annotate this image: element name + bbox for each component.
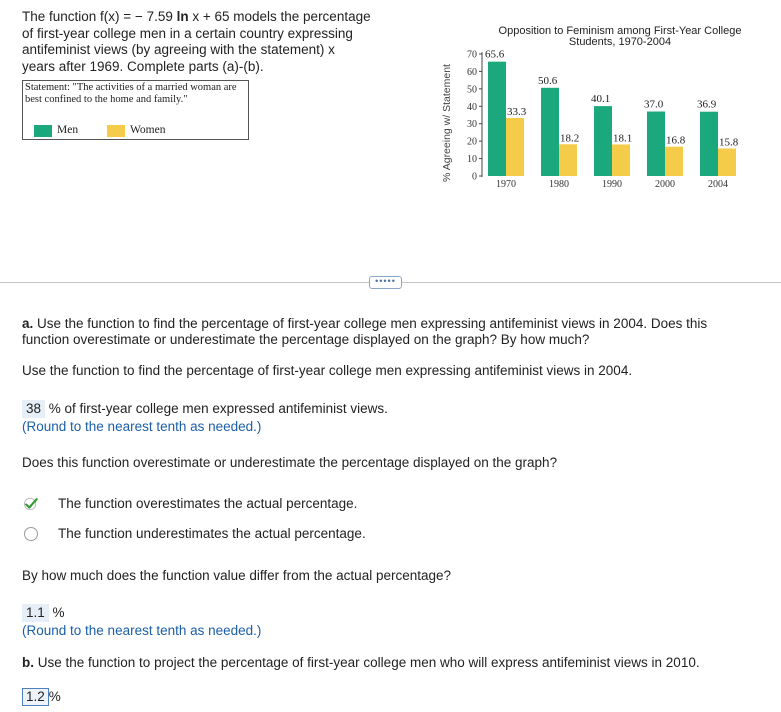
statement-text: Statement: "The activities of a married woman are best confined to the home and family." [25, 82, 237, 105]
x-tick-label-2004: 2004 [708, 179, 728, 190]
legend-item-men: Men [34, 125, 78, 137]
y-tick-label: 30 [467, 119, 477, 131]
answer-line-1: 38 % of first-year college men expressed antifeminist views. [22, 400, 388, 418]
part-a-subquestion-3: By how much does the function value differ from the actual percentage? [22, 568, 452, 583]
bar-men-2000 [647, 112, 665, 176]
option-underestimate[interactable]: The function underestimates the actual percentage. [24, 525, 38, 543]
data-label-men-2004: 36.9 [697, 98, 717, 111]
answer-field-percentage-2004[interactable]: 38 [22, 400, 45, 418]
part-a-subquestion-2: Does this function overestimate or underestimate the percentage displayed on the graph? [22, 455, 558, 470]
data-label-women-2004: 15.8 [719, 136, 739, 149]
chart-title-line1: Opposition to Feminism among First-Year College [498, 25, 742, 37]
answer-field-difference[interactable]: 1.1 [22, 604, 49, 622]
statement-box [22, 80, 249, 140]
y-tick-label: 0 [472, 171, 477, 183]
bar-women-1980 [559, 144, 577, 176]
data-label-women-1990: 18.1 [613, 132, 633, 145]
data-label-men-1970: 65.6 [485, 48, 505, 61]
x-tick-label-1970: 1970 [496, 179, 516, 190]
x-tick-label-2000: 2000 [655, 179, 675, 190]
checkmark-icon [24, 497, 38, 511]
problem-intro: The function f(x) = − 7.59 ln x + 65 models the percentage of first-year college men in a certain country expressing antifeminist views (by agreeing with the statement) x years after 1969. Complete parts (a)-(b). [22, 9, 371, 74]
y-tick-label: 20 [467, 136, 477, 148]
radio-button-icon[interactable] [24, 527, 38, 541]
bar-women-2000 [665, 147, 683, 176]
part-a-question-line2: function overestimate or underestimate the percentage displayed on the graph? By how much? [22, 332, 590, 347]
bar-women-2004 [718, 148, 736, 176]
part-a-question-line1: a. Use the function to find the percentage of first-year college men expressing antifeminist views in 2004. Does this [22, 316, 708, 331]
data-label-women-2000: 16.8 [666, 134, 686, 147]
round-note-3: (Round to the nearest tenth as needed.) [22, 623, 262, 638]
bar-women-1970 [506, 118, 524, 176]
option-overestimate[interactable]: The function overestimates the actual percentage. [24, 495, 38, 513]
round-note-1: (Round to the nearest tenth as needed.) [22, 419, 262, 434]
y-tick-label: 50 [467, 84, 477, 96]
y-tick-label: 10 [467, 154, 477, 166]
answer-field-2010[interactable]: 1.2 [22, 688, 49, 706]
bar-men-1970 [488, 62, 506, 176]
bar-men-1980 [541, 88, 559, 176]
bar-chart [440, 14, 770, 192]
legend-swatch-women [107, 125, 125, 137]
y-tick-label: 70 [467, 49, 477, 61]
x-tick-label-1990: 1990 [602, 179, 622, 190]
bar-men-1990 [594, 106, 612, 176]
data-label-women-1980: 18.2 [560, 132, 580, 145]
data-label-men-1980: 50.6 [538, 74, 558, 87]
data-label-men-1990: 40.1 [591, 93, 611, 106]
answer-line-3: 1.1 % [22, 604, 65, 622]
part-a-subquestion-1: Use the function to find the percentage of first-year college men expressing antifeminist views in 2004. [22, 363, 633, 378]
legend-swatch-men [34, 125, 52, 137]
bar-women-1990 [612, 144, 630, 176]
data-label-men-2000: 37.0 [644, 98, 664, 111]
y-tick-label: 40 [467, 101, 477, 113]
chart-title-line2: Students, 1970-2004 [568, 36, 672, 48]
x-tick-label-1980: 1980 [549, 179, 569, 190]
data-label-women-1970: 33.3 [507, 105, 527, 118]
y-tick-label: 60 [467, 66, 477, 78]
bar-men-2004 [700, 112, 718, 176]
part-b-question: b. Use the function to project the percentage of first-year college men who will express antifeminist views in 2010. [22, 655, 700, 670]
expand-button[interactable]: ••••• [369, 276, 402, 289]
answer-line-b: 1.2 % [22, 688, 61, 706]
legend-item-women: Women [107, 125, 165, 137]
y-axis-label: % Agreeing w/ Statement [441, 64, 453, 182]
